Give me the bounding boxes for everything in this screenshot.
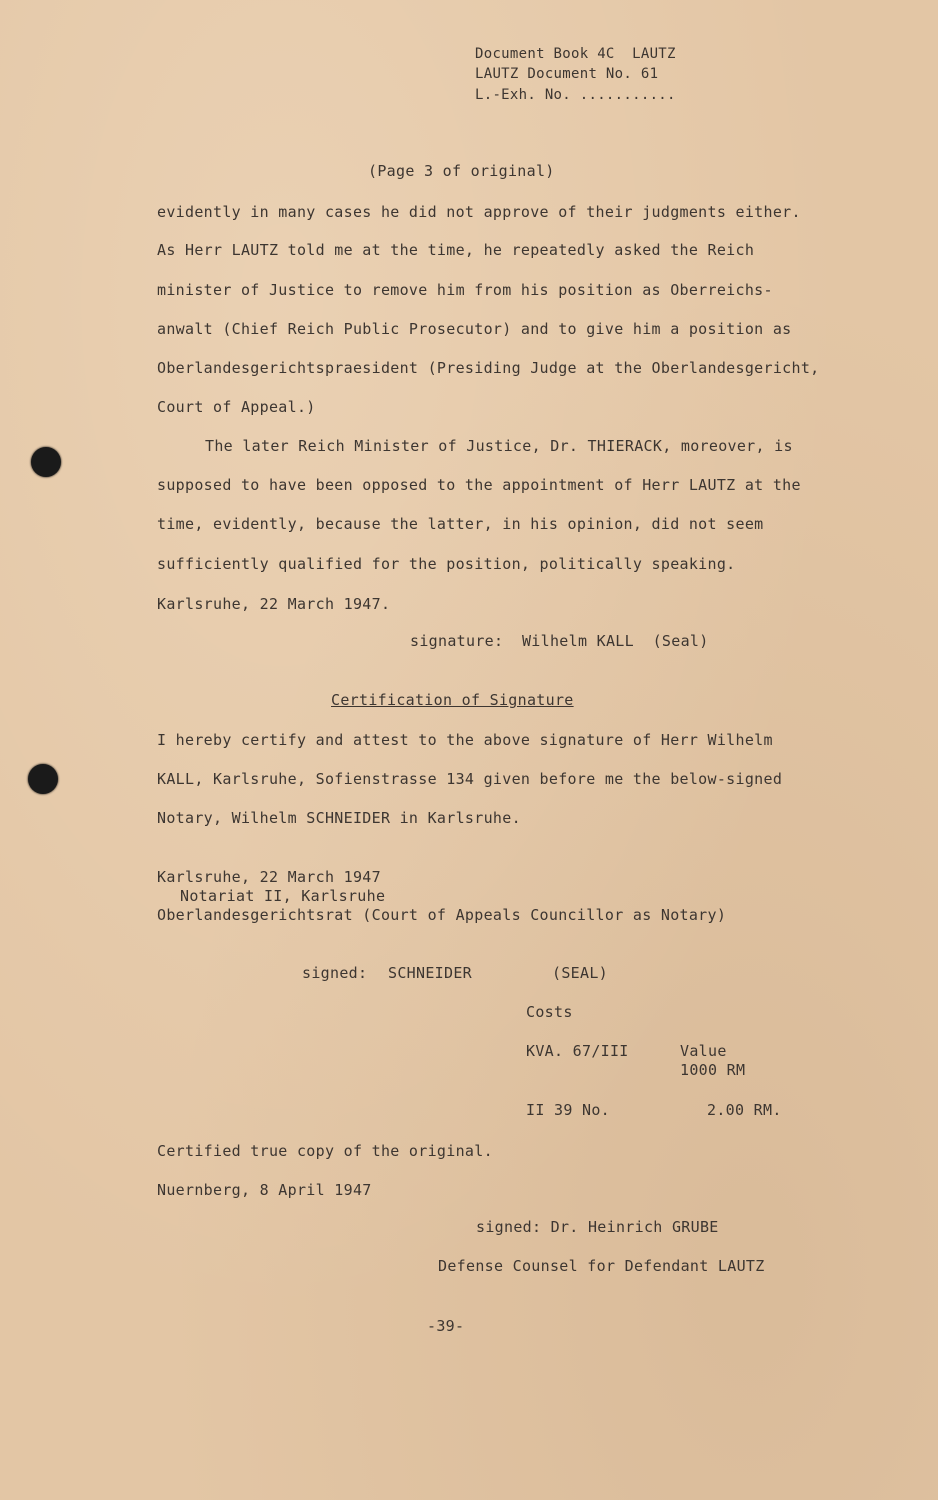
header-document-book: Document Book 4C LAUTZ <box>475 46 676 62</box>
costs-value-amount: 1000 RM <box>680 1061 746 1079</box>
body-line: As Herr LAUTZ told me at the time, he repeatedly asked the Reich <box>157 241 755 259</box>
punch-hole <box>28 764 58 794</box>
header-document-number: LAUTZ Document No. 61 <box>475 66 659 82</box>
body-line: Court of Appeal.) <box>157 398 316 416</box>
header-exhibit-number: L.-Exh. No. ........... <box>475 87 676 103</box>
copy-place-date: Nuernberg, 8 April 1947 <box>157 1181 372 1199</box>
certification-line: KALL, Karlsruhe, Sofienstrasse 134 given before me the below-signed <box>157 770 783 788</box>
place-date: Karlsruhe, 22 March 1947. <box>157 595 391 613</box>
notary-title: Oberlandesgerichtsrat (Court of Appeals Councillor as Notary) <box>157 906 727 924</box>
signed-label: signed: <box>302 964 368 982</box>
page-note: (Page 3 of original) <box>368 162 555 180</box>
certified-copy: Certified true copy of the original. <box>157 1142 493 1160</box>
certification-title: Certification of Signature <box>331 691 574 709</box>
body-line: supposed to have been opposed to the appointment of Herr LAUTZ at the <box>157 476 801 494</box>
punch-hole <box>31 447 61 477</box>
final-role: Defense Counsel for Defendant LAUTZ <box>438 1257 765 1275</box>
body-line: time, evidently, because the latter, in his opinion, did not seem <box>157 515 764 533</box>
costs-title: Costs <box>526 1003 573 1021</box>
body-line: Oberlandesgerichtspraesident (Presiding Judge at the Oberlandesgericht, <box>157 359 820 377</box>
body-line: sufficiently qualified for the position, politically speaking. <box>157 555 736 573</box>
notary-date: Karlsruhe, 22 March 1947 <box>157 868 381 886</box>
page-number: -39- <box>427 1317 465 1335</box>
signature-line: signature: Wilhelm KALL (Seal) <box>410 632 709 650</box>
costs-value-label: Value <box>680 1042 727 1060</box>
costs-number: II 39 No. <box>526 1101 610 1119</box>
body-line: anwalt (Chief Reich Public Prosecutor) and to give him a position as <box>157 320 792 338</box>
seal-text: (SEAL) <box>552 964 608 982</box>
certification-line: Notary, Wilhelm SCHNEIDER in Karlsruhe. <box>157 809 521 827</box>
costs-reference: KVA. 67/III <box>526 1042 629 1060</box>
costs-fee: 2.00 RM. <box>707 1101 782 1119</box>
final-signature: signed: Dr. Heinrich GRUBE <box>476 1218 719 1236</box>
certification-line: I hereby certify and attest to the above signature of Herr Wilhelm <box>157 731 773 749</box>
body-line: The later Reich Minister of Justice, Dr. THIERACK, moreover, is <box>205 437 793 455</box>
body-line: minister of Justice to remove him from his position as Oberreichs- <box>157 281 773 299</box>
signed-name: SCHNEIDER <box>388 964 472 982</box>
notary-office: Notariat II, Karlsruhe <box>180 887 386 905</box>
body-line: evidently in many cases he did not approve of their judgments either. <box>157 203 801 221</box>
